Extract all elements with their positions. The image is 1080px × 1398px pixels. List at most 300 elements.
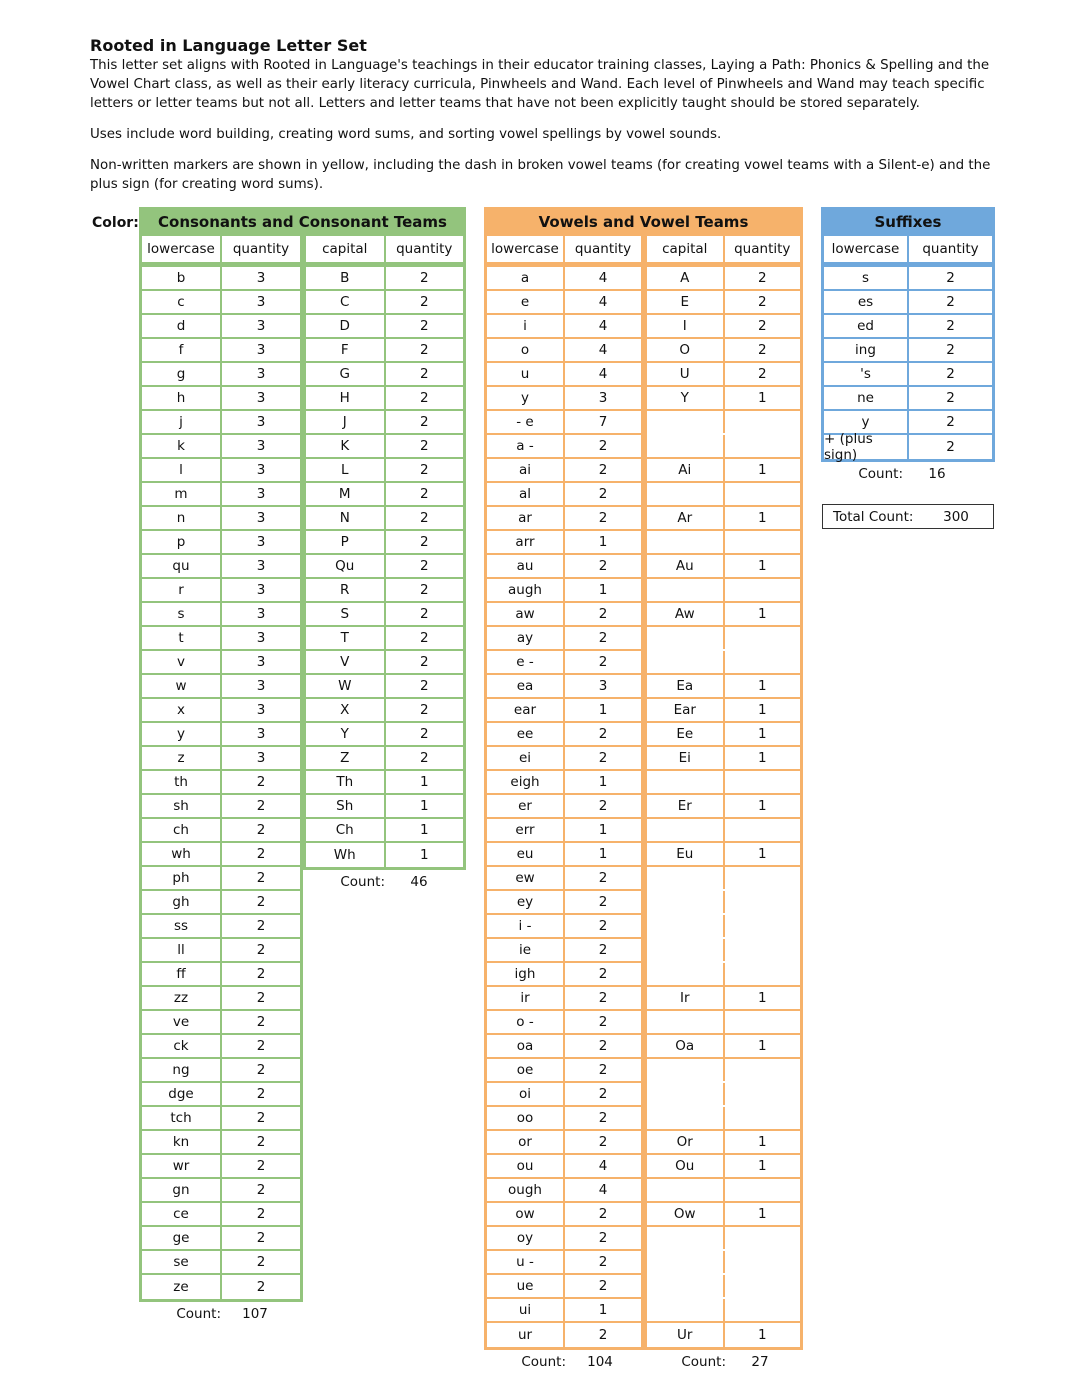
table-row <box>142 819 300 843</box>
letter-cell: ur <box>487 1323 565 1347</box>
quantity-cell: 3 <box>256 342 266 358</box>
letter-cell: Ea <box>647 675 725 697</box>
letter-cell: al <box>487 483 565 505</box>
table-row <box>647 771 800 795</box>
table-row <box>824 363 992 387</box>
vowels-lowercase-table <box>484 262 644 1350</box>
vowels-lowercase-column <box>484 236 644 1374</box>
quantity-cell: 3 <box>256 534 266 550</box>
letter-cell: H <box>306 387 386 409</box>
letter-cell: p <box>142 531 222 553</box>
table-row <box>306 675 463 699</box>
table-row <box>142 939 300 963</box>
letter-cell: t <box>142 627 222 649</box>
table-row <box>142 1203 300 1227</box>
letter-cell: tch <box>142 1107 222 1129</box>
letter-cell: y <box>142 723 222 745</box>
quantity-cell: 3 <box>598 678 608 694</box>
letter-cell <box>647 579 725 601</box>
letter-cell: C <box>306 291 386 313</box>
quantity-cell: 1 <box>757 1327 767 1343</box>
table-row <box>487 699 641 723</box>
letter-cell <box>647 1227 725 1249</box>
letter-cell: j <box>142 411 222 433</box>
quantity-cell: 2 <box>598 942 608 958</box>
quantity-cell: 1 <box>598 774 608 790</box>
letter-cell: Ai <box>647 459 725 481</box>
quantity-cell: 2 <box>598 558 608 574</box>
table-row <box>142 651 300 675</box>
letter-cell: ff <box>142 963 222 985</box>
table-row <box>306 579 463 603</box>
quantity-cell <box>725 915 801 937</box>
table-row <box>647 267 800 291</box>
table-row <box>487 339 641 363</box>
suffixes-table <box>821 262 995 462</box>
table-row <box>647 435 800 459</box>
table-row <box>142 1107 300 1131</box>
letter-cell: or <box>487 1131 565 1153</box>
quantity-cell: 1 <box>757 606 767 622</box>
table-row <box>647 675 800 699</box>
consonants-lowercase-table <box>139 262 303 1302</box>
quantity-cell: 1 <box>757 990 767 1006</box>
table-row <box>487 603 641 627</box>
total-count-label: Total Count: <box>833 508 914 525</box>
quantity-cell: 2 <box>598 1062 608 1078</box>
quantity-cell: 2 <box>598 630 608 646</box>
table-row <box>647 1107 800 1131</box>
table-row <box>306 507 463 531</box>
quantity-cell <box>725 579 801 601</box>
table-row <box>142 1275 300 1299</box>
table-row <box>824 291 992 315</box>
total-count-box <box>822 504 994 529</box>
vowels-panel <box>484 207 803 1374</box>
quantity-cell: 2 <box>256 1110 266 1126</box>
quantity-cell: 2 <box>256 1206 266 1222</box>
letter-cell: ed <box>824 315 909 337</box>
letter-cell: F <box>306 339 386 361</box>
table-row <box>142 435 300 459</box>
table-row <box>142 483 300 507</box>
letter-cell: ll <box>142 939 222 961</box>
table-row <box>647 891 800 915</box>
suffixes-header: Suffixes <box>821 207 995 236</box>
quantity-header: quantity <box>922 241 979 257</box>
table-row <box>487 579 641 603</box>
letter-cell: W <box>306 675 386 697</box>
table-row <box>142 843 300 867</box>
quantity-cell: 2 <box>946 318 955 334</box>
letter-cell: ce <box>142 1203 222 1225</box>
table-row <box>647 507 800 531</box>
letter-cell: Ow <box>647 1203 725 1225</box>
letter-cell: ch <box>142 819 222 841</box>
quantity-header: quantity <box>232 241 290 257</box>
quantity-cell: 4 <box>598 1158 608 1174</box>
table-row <box>487 747 641 771</box>
quantity-cell: 2 <box>598 606 608 622</box>
letter-cell: ar <box>487 507 565 529</box>
quantity-cell: 2 <box>256 1279 266 1295</box>
quantity-cell: 2 <box>256 846 266 862</box>
quantity-cell: 3 <box>256 678 266 694</box>
letter-cell: ge <box>142 1227 222 1249</box>
table-row <box>142 1155 300 1179</box>
table-row <box>487 1275 641 1299</box>
table-row <box>487 675 641 699</box>
quantity-cell: 2 <box>598 750 608 766</box>
table-row <box>306 819 463 843</box>
table-row <box>487 1107 641 1131</box>
table-row <box>142 771 300 795</box>
letter-cell: R <box>306 579 386 601</box>
table-row <box>824 339 992 363</box>
letter-cell: Sh <box>306 795 386 817</box>
letter-cell: oo <box>487 1107 565 1129</box>
quantity-cell: 2 <box>757 294 767 310</box>
letter-cell: Th <box>306 771 386 793</box>
table-row <box>306 339 463 363</box>
letter-cell: eu <box>487 843 565 865</box>
table-row <box>487 843 641 867</box>
quantity-cell: 1 <box>757 1134 767 1150</box>
count-value: 107 <box>242 1306 268 1322</box>
table-row <box>142 1179 300 1203</box>
table-row <box>487 315 641 339</box>
table-row <box>647 699 800 723</box>
quantity-cell: 2 <box>256 1086 266 1102</box>
consonants-lowercase-column <box>139 236 303 1326</box>
quantity-cell <box>725 867 801 889</box>
letter-cell <box>647 435 725 457</box>
table-row <box>142 315 300 339</box>
quantity-cell: 3 <box>256 606 266 622</box>
quantity-cell: 3 <box>256 390 266 406</box>
letter-cell: E <box>647 291 725 313</box>
table-row <box>142 267 300 291</box>
table-row <box>487 363 641 387</box>
letter-cell: ve <box>142 1011 222 1033</box>
table-row <box>647 627 800 651</box>
quantity-cell: 2 <box>256 966 266 982</box>
lowercase-header: lowercase <box>487 236 565 262</box>
table-row <box>647 531 800 555</box>
letter-cell: P <box>306 531 386 553</box>
page-title: Rooted in Language Letter Set <box>90 36 367 55</box>
letter-cell: y <box>487 387 565 409</box>
table-row <box>487 1131 641 1155</box>
quantity-cell <box>725 1059 801 1081</box>
letter-cell <box>647 915 725 937</box>
intro-paragraph-2: Uses include word building, creating word sums, and sorting vowel spellings by vowel sounds. <box>90 127 722 142</box>
table-row <box>647 1059 800 1083</box>
quantity-cell: 2 <box>946 294 955 310</box>
quantity-cell: 2 <box>598 486 608 502</box>
letter-cell: ss <box>142 915 222 937</box>
quantity-cell <box>725 435 801 457</box>
quantity-cell: 2 <box>419 582 429 598</box>
quantity-cell: 2 <box>757 342 767 358</box>
table-row <box>487 891 641 915</box>
letter-cell: ph <box>142 867 222 889</box>
table-row <box>647 843 800 867</box>
quantity-cell: 1 <box>757 750 767 766</box>
table-row <box>647 291 800 315</box>
quantity-cell <box>725 483 801 505</box>
letter-cell <box>647 867 725 889</box>
quantity-cell: 2 <box>256 1134 266 1150</box>
quantity-cell: 2 <box>598 918 608 934</box>
table-row <box>487 411 641 435</box>
quantity-header: quantity <box>574 241 632 257</box>
quantity-cell: 2 <box>419 654 429 670</box>
quantity-cell: 2 <box>757 318 767 334</box>
quantity-cell: 2 <box>598 1278 608 1294</box>
letter-cell: oi <box>487 1083 565 1105</box>
table-row <box>647 939 800 963</box>
quantity-cell: 2 <box>256 1158 266 1174</box>
letter-cell: M <box>306 483 386 505</box>
letter-cell: y <box>824 411 909 433</box>
table-row <box>647 867 800 891</box>
quantity-cell: 1 <box>757 390 767 406</box>
letter-cell: gn <box>142 1179 222 1201</box>
quantity-cell: 1 <box>598 846 608 862</box>
quantity-cell <box>725 1179 801 1201</box>
letter-cell <box>647 1299 725 1321</box>
table-row <box>306 723 463 747</box>
table-row <box>487 1323 641 1347</box>
quantity-cell: 2 <box>419 750 429 766</box>
capital-header: capital <box>306 236 386 262</box>
quantity-cell: 2 <box>419 438 429 454</box>
table-row <box>487 627 641 651</box>
table-row <box>487 867 641 891</box>
quantity-cell <box>725 771 801 793</box>
count-value: 104 <box>587 1354 613 1370</box>
table-row <box>306 603 463 627</box>
table-row <box>647 747 800 771</box>
table-row <box>306 555 463 579</box>
letter-cell: B <box>306 267 386 289</box>
letter-cell: dge <box>142 1083 222 1105</box>
vowels-capital-count <box>644 1350 803 1374</box>
quantity-cell: 2 <box>419 606 429 622</box>
quantity-cell: 2 <box>946 366 955 382</box>
column-headers <box>303 236 466 262</box>
table-row <box>487 723 641 747</box>
lowercase-header: lowercase <box>824 236 909 262</box>
letter-cell: e <box>487 291 565 313</box>
table-row <box>142 1131 300 1155</box>
letter-cell: r <box>142 579 222 601</box>
letter-cell: aw <box>487 603 565 625</box>
table-row <box>647 1323 800 1347</box>
letter-cell: oy <box>487 1227 565 1249</box>
letter-cell: sh <box>142 795 222 817</box>
table-row <box>306 627 463 651</box>
table-row <box>306 411 463 435</box>
letter-cell: i <box>487 315 565 337</box>
quantity-cell <box>725 819 801 841</box>
table-row <box>142 795 300 819</box>
quantity-cell: 2 <box>419 270 429 286</box>
table-row <box>647 603 800 627</box>
table-row <box>647 1299 800 1323</box>
letter-cell: g <box>142 363 222 385</box>
table-row <box>306 795 463 819</box>
table-row <box>824 315 992 339</box>
quantity-cell: 2 <box>419 510 429 526</box>
letter-cell: ear <box>487 699 565 721</box>
table-row <box>647 363 800 387</box>
table-row <box>142 339 300 363</box>
quantity-cell: 3 <box>256 414 266 430</box>
table-row <box>824 267 992 291</box>
quantity-cell <box>725 627 801 649</box>
table-row <box>487 1251 641 1275</box>
quantity-cell: 2 <box>757 366 767 382</box>
letter-cell: oe <box>487 1059 565 1081</box>
quantity-cell <box>725 651 801 673</box>
quantity-cell: 4 <box>598 294 608 310</box>
letter-cell: J <box>306 411 386 433</box>
table-row <box>487 987 641 1011</box>
letter-cell: Ear <box>647 699 725 721</box>
table-row <box>647 387 800 411</box>
quantity-cell: 4 <box>598 366 608 382</box>
letter-cell: c <box>142 291 222 313</box>
letter-cell: b <box>142 267 222 289</box>
quantity-cell: 3 <box>256 318 266 334</box>
count-value: 16 <box>928 466 946 482</box>
table-row <box>487 795 641 819</box>
letter-cell: O <box>647 339 725 361</box>
table-row <box>647 819 800 843</box>
table-row <box>487 1035 641 1059</box>
intro-paragraph-1: This letter set aligns with Rooted in Language's teachings in their educator training classes, Laying a Path: Phonics & Spelling and the Vowel Chart class, as well as their early literacy curricula, Pinwheels and Wand. Each level of Pinwheels and Wand may teach specific letters or letter teams but not all. Letters and letter teams that have not been explicitly taught should be stored separately. <box>90 58 990 111</box>
table-row <box>142 603 300 627</box>
count-value: 46 <box>410 874 428 890</box>
quantity-cell: 1 <box>757 1038 767 1054</box>
table-row <box>487 387 641 411</box>
table-row <box>142 915 300 939</box>
quantity-cell: 2 <box>256 942 266 958</box>
letter-cell: err <box>487 819 565 841</box>
letter-cell: zz <box>142 987 222 1009</box>
table-row <box>142 699 300 723</box>
letter-cell: a <box>487 267 565 289</box>
quantity-cell: 2 <box>419 726 429 742</box>
quantity-cell: 2 <box>419 294 429 310</box>
quantity-cell: 1 <box>419 847 429 863</box>
quantity-cell: 3 <box>256 486 266 502</box>
quantity-cell: 1 <box>598 822 608 838</box>
quantity-cell: 2 <box>419 342 429 358</box>
table-row <box>142 1251 300 1275</box>
quantity-cell: 3 <box>256 366 266 382</box>
quantity-cell: 1 <box>757 846 767 862</box>
quantity-cell: 3 <box>256 462 266 478</box>
quantity-cell: 2 <box>419 390 429 406</box>
letter-cell: h <box>142 387 222 409</box>
quantity-cell <box>725 939 801 961</box>
table-row <box>647 555 800 579</box>
table-row <box>487 435 641 459</box>
table-row <box>647 315 800 339</box>
quantity-cell: 2 <box>419 462 429 478</box>
letter-cell: - e <box>487 411 565 433</box>
letter-cell: Y <box>306 723 386 745</box>
quantity-cell: 2 <box>419 414 429 430</box>
quantity-cell: 1 <box>757 1158 767 1174</box>
quantity-cell: 1 <box>598 582 608 598</box>
quantity-cell: 7 <box>598 414 608 430</box>
quantity-cell: 2 <box>419 534 429 550</box>
quantity-cell: 2 <box>946 439 955 455</box>
table-row <box>647 723 800 747</box>
count-label: Count: <box>176 1306 221 1322</box>
quantity-cell: 2 <box>598 1230 608 1246</box>
letter-cell: er <box>487 795 565 817</box>
letter-cell: k <box>142 435 222 457</box>
quantity-cell: 2 <box>256 822 266 838</box>
quantity-cell: 4 <box>598 342 608 358</box>
table-row <box>306 531 463 555</box>
quantity-cell: 2 <box>598 1110 608 1126</box>
quantity-cell: 3 <box>256 702 266 718</box>
table-row <box>647 1035 800 1059</box>
quantity-cell: 1 <box>419 798 429 814</box>
quantity-cell: 1 <box>757 462 767 478</box>
quantity-cell: 2 <box>598 1038 608 1054</box>
quantity-cell: 2 <box>256 1038 266 1054</box>
letter-cell: G <box>306 363 386 385</box>
table-row <box>306 699 463 723</box>
table-row <box>647 1011 800 1035</box>
consonants-capital-table <box>303 262 466 870</box>
letter-cell: x <box>142 699 222 721</box>
letter-cell <box>647 819 725 841</box>
letter-cell: D <box>306 315 386 337</box>
letter-cell: Ir <box>647 987 725 1009</box>
letter-cell: Ch <box>306 819 386 841</box>
table-row <box>142 867 300 891</box>
table-row <box>487 651 641 675</box>
letter-cell <box>647 963 725 985</box>
letter-cell: ne <box>824 387 909 409</box>
letter-cell: u <box>487 363 565 385</box>
consonants-capital-count <box>303 870 466 894</box>
quantity-cell: 3 <box>256 294 266 310</box>
letter-cell: ze <box>142 1275 222 1299</box>
table-row <box>142 555 300 579</box>
quantity-cell: 3 <box>598 390 608 406</box>
table-row <box>142 411 300 435</box>
letter-cell: ow <box>487 1203 565 1225</box>
quantity-cell: 1 <box>598 702 608 718</box>
intro-paragraph-3: Non-written markers are shown in yellow, including the dash in broken vowel teams (for creating vowel teams with a Silent-e) and the plus sign (for creating word sums). <box>90 158 991 192</box>
letter-cell: oa <box>487 1035 565 1057</box>
suffixes-column <box>821 236 995 486</box>
color-label: Color: <box>92 215 139 231</box>
table-row <box>487 771 641 795</box>
letter-cell <box>647 1179 725 1201</box>
quantity-cell <box>725 963 801 985</box>
table-row <box>647 1275 800 1299</box>
